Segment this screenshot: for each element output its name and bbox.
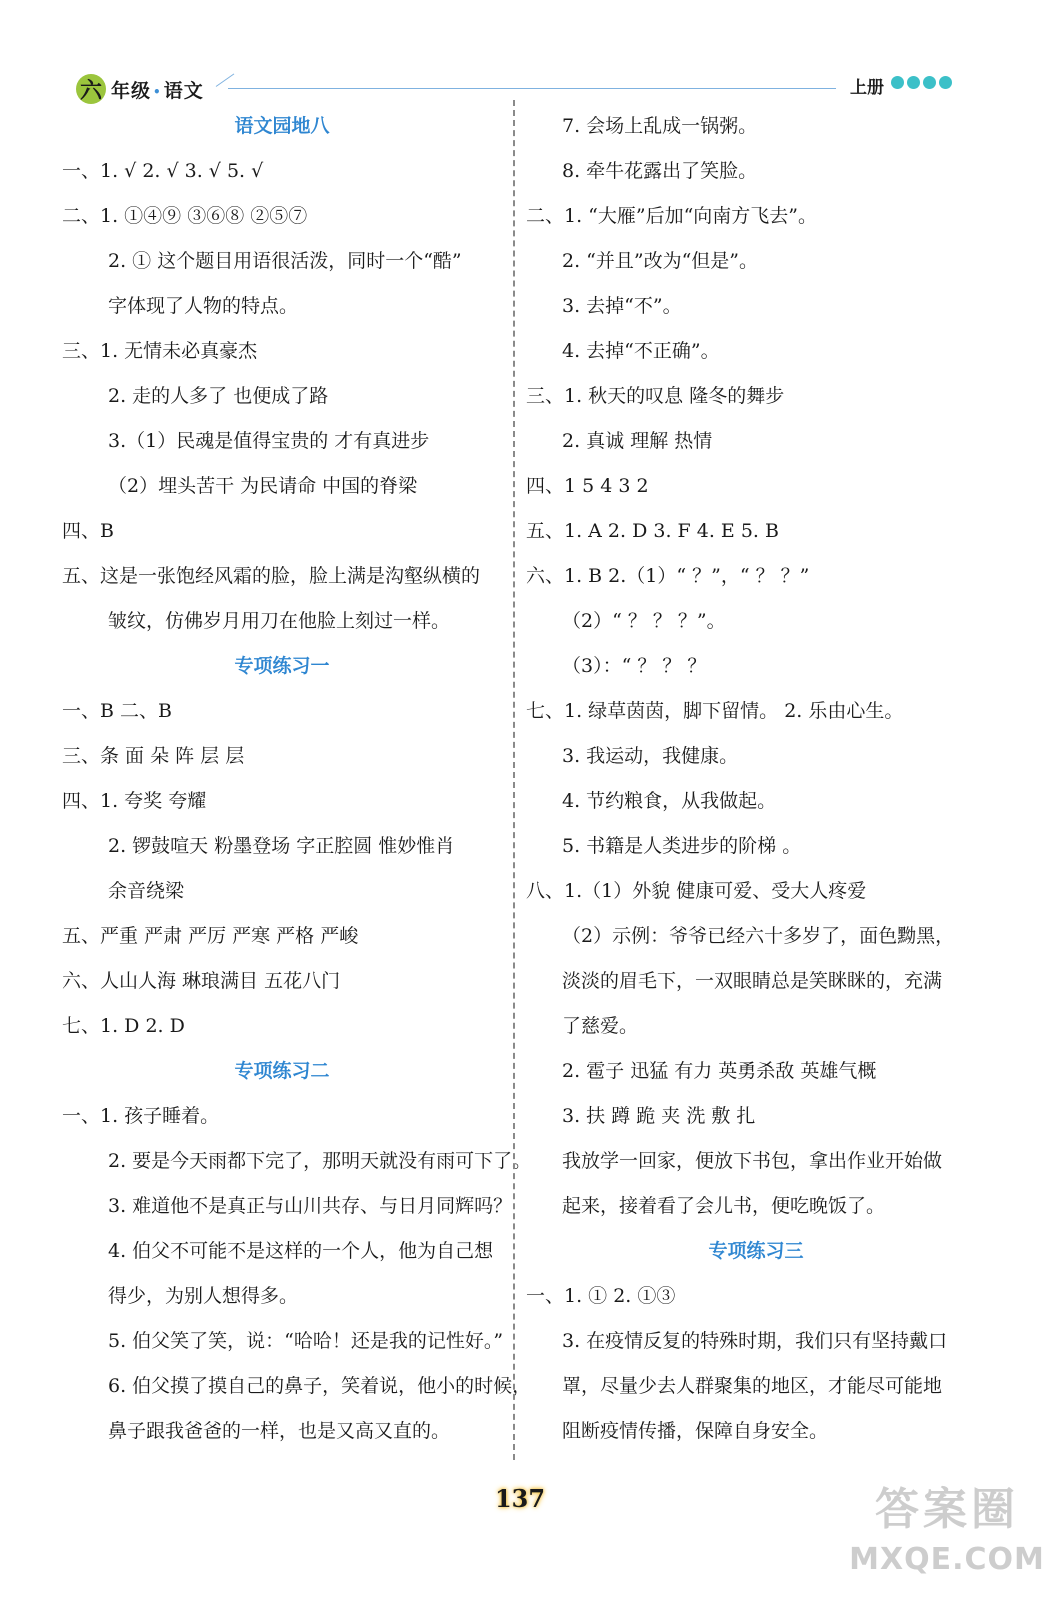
answer-line: 8. 牵牛花露出了笑脸。 bbox=[562, 160, 758, 182]
answer-line: 三、1. 无情未必真豪杰 bbox=[62, 340, 258, 362]
separator-dot-icon: • bbox=[153, 84, 162, 99]
answer-line: 4. 去掉“不正确”。 bbox=[562, 340, 720, 362]
answer-line: 3. 扶 蹲 跪 夹 洗 敷 扎 bbox=[562, 1105, 756, 1127]
answer-line: 四、1 5 4 3 2 bbox=[526, 475, 649, 497]
header-rule bbox=[228, 88, 836, 89]
answer-line: 起来，接着看了会儿书，便吃晚饭了。 bbox=[562, 1195, 886, 1217]
answer-line: 5. 伯父笑了笑，说：“哈哈！还是我的记性好。” bbox=[108, 1330, 504, 1352]
answer-line: （2）示例：爷爷已经六十多岁了，面色黝黑， bbox=[562, 925, 955, 947]
answer-line: 3. 去掉“不”。 bbox=[562, 295, 682, 317]
section-title: 专项练习一 bbox=[234, 655, 330, 677]
answer-line: 一、1. ① 2. ①③ bbox=[526, 1285, 676, 1307]
answer-line: 二、1. “大雁”后加“向南方飞去”。 bbox=[526, 205, 818, 227]
answer-line: 三、1. 秋天的叹息 隆冬的舞步 bbox=[526, 385, 785, 407]
answer-line: 鼻子跟我爸爸的一样，也是又高又直的。 bbox=[108, 1420, 451, 1442]
answer-line: 得少，为别人想得多。 bbox=[108, 1285, 299, 1307]
answer-line: 三、条 面 朵 阵 层 层 bbox=[62, 745, 245, 767]
answer-line: 2. 雹子 迅猛 有力 英勇杀敌 英雄气概 bbox=[562, 1060, 877, 1082]
section-title: 语文园地八 bbox=[234, 115, 330, 137]
answer-line: 了慈爱。 bbox=[562, 1015, 639, 1037]
answer-line: 4. 节约粮食，从我做起。 bbox=[562, 790, 777, 812]
answer-line: 3. 我运动，我健康。 bbox=[562, 745, 739, 767]
answer-line: 2. 走的人多了 也便成了路 bbox=[108, 385, 329, 407]
answer-line: 2. 锣鼓喧天 粉墨登场 字正腔圆 惟妙惟肖 bbox=[108, 835, 455, 857]
volume-label: 上册 bbox=[850, 78, 884, 98]
answer-line: 五、严重 严肃 严厉 严寒 严格 严峻 bbox=[62, 925, 359, 947]
section-title: 专项练习三 bbox=[708, 1240, 804, 1262]
answer-line: 3.（1）民魂是值得宝贵的 才有真进步 bbox=[108, 430, 430, 452]
answer-line: 我放学一回家，便放下书包，拿出作业开始做 bbox=[562, 1150, 943, 1172]
answer-line: 5. 书籍是人类进步的阶梯 。 bbox=[562, 835, 802, 857]
answer-line: （2）“ ？ ？ ？”。 bbox=[562, 610, 726, 632]
answer-line: 八、1.（1）外貌 健康可爱、受大人疼爱 bbox=[526, 880, 867, 902]
answer-line: 3. 在疫情反复的特殊时期，我们只有坚持戴口 bbox=[562, 1330, 948, 1352]
answer-line: （3）：“ ？ ？ ？ bbox=[562, 655, 707, 677]
right-column bbox=[526, 104, 996, 1454]
watermark-url: MXQE.COM bbox=[849, 1542, 1045, 1577]
volume-dots-icon bbox=[891, 76, 952, 89]
subject-name: 语文 bbox=[163, 80, 204, 102]
answer-line: 罩，尽量少去人群聚集的地区，才能尽可能地 bbox=[562, 1375, 943, 1397]
answer-line: 2. 真诚 理解 热情 bbox=[562, 430, 713, 452]
answer-line: 2. 要是今天雨都下完了，那明天就没有雨可下了。 bbox=[108, 1150, 532, 1172]
answer-line: 四、B bbox=[62, 520, 114, 542]
answer-line: 2. “并且”改为“但是”。 bbox=[562, 250, 759, 272]
subject-label bbox=[111, 76, 204, 103]
answer-line: 余音绕梁 bbox=[108, 880, 185, 902]
answer-line: 四、1. 夸奖 夸耀 bbox=[62, 790, 207, 812]
answer-line: 六、1. B 2.（1）“ ？”，“ ？ ？” bbox=[526, 565, 810, 587]
left-column bbox=[62, 104, 532, 1454]
page-header bbox=[0, 0, 1054, 110]
watermark-logo bbox=[842, 1480, 1052, 1600]
section-title: 专项练习二 bbox=[234, 1060, 330, 1082]
watermark-text: 答案圈 bbox=[875, 1484, 1019, 1535]
answer-line: 七、1. 绿草茵茵，脚下留情。 2. 乐由心生。 bbox=[526, 700, 904, 722]
answer-line: 3. 难道他不是真正与山川共存、与日月同辉吗？ bbox=[108, 1195, 513, 1217]
answer-line: （2）埋头苦干 为民请命 中国的脊梁 bbox=[108, 475, 418, 497]
answer-line: 六、人山人海 琳琅满目 五花八门 bbox=[62, 970, 341, 992]
grade-label: 年级 bbox=[111, 80, 152, 102]
answer-line: 一、B 二、B bbox=[62, 700, 172, 722]
answer-line: 五、这是一张饱经风霜的脸，脸上满是沟壑纵横的 bbox=[62, 565, 481, 587]
answer-line: 4. 伯父不可能不是这样的一个人，他为自己想 bbox=[108, 1240, 494, 1262]
grade-badge: 六 bbox=[76, 74, 106, 104]
answer-line: 阻断疫情传播，保障自身安全。 bbox=[562, 1420, 829, 1442]
answer-line: 二、1. ①④⑨ ③⑥⑧ ②⑤⑦ bbox=[62, 205, 308, 227]
answer-line: 字体现了人物的特点。 bbox=[108, 295, 299, 317]
header-decor-line bbox=[216, 73, 235, 86]
answer-line: 淡淡的眉毛下，一双眼睛总是笑眯眯的，充满 bbox=[562, 970, 943, 992]
answer-line: 皱纹，仿佛岁月用刀在他脸上刻过一样。 bbox=[108, 610, 451, 632]
answer-line: 五、1. A 2. D 3. F 4. E 5. B bbox=[526, 520, 779, 542]
answer-line: 6. 伯父摸了摸自己的鼻子，笑着说，他小的时候， bbox=[108, 1375, 532, 1397]
answer-line: 一、1. 孩子睡着。 bbox=[62, 1105, 220, 1127]
answer-line: 七、1. D 2. D bbox=[62, 1015, 185, 1037]
column-divider bbox=[513, 100, 515, 1460]
page-number: 137 bbox=[494, 1484, 546, 1513]
answer-line: 一、1. √ 2. √ 3. √ 5. √ bbox=[62, 160, 264, 182]
answer-line: 7. 会场上乱成一锅粥。 bbox=[562, 115, 758, 137]
answer-line: 2. ① 这个题目用语很活泼，同时一个“酷” bbox=[108, 250, 462, 272]
